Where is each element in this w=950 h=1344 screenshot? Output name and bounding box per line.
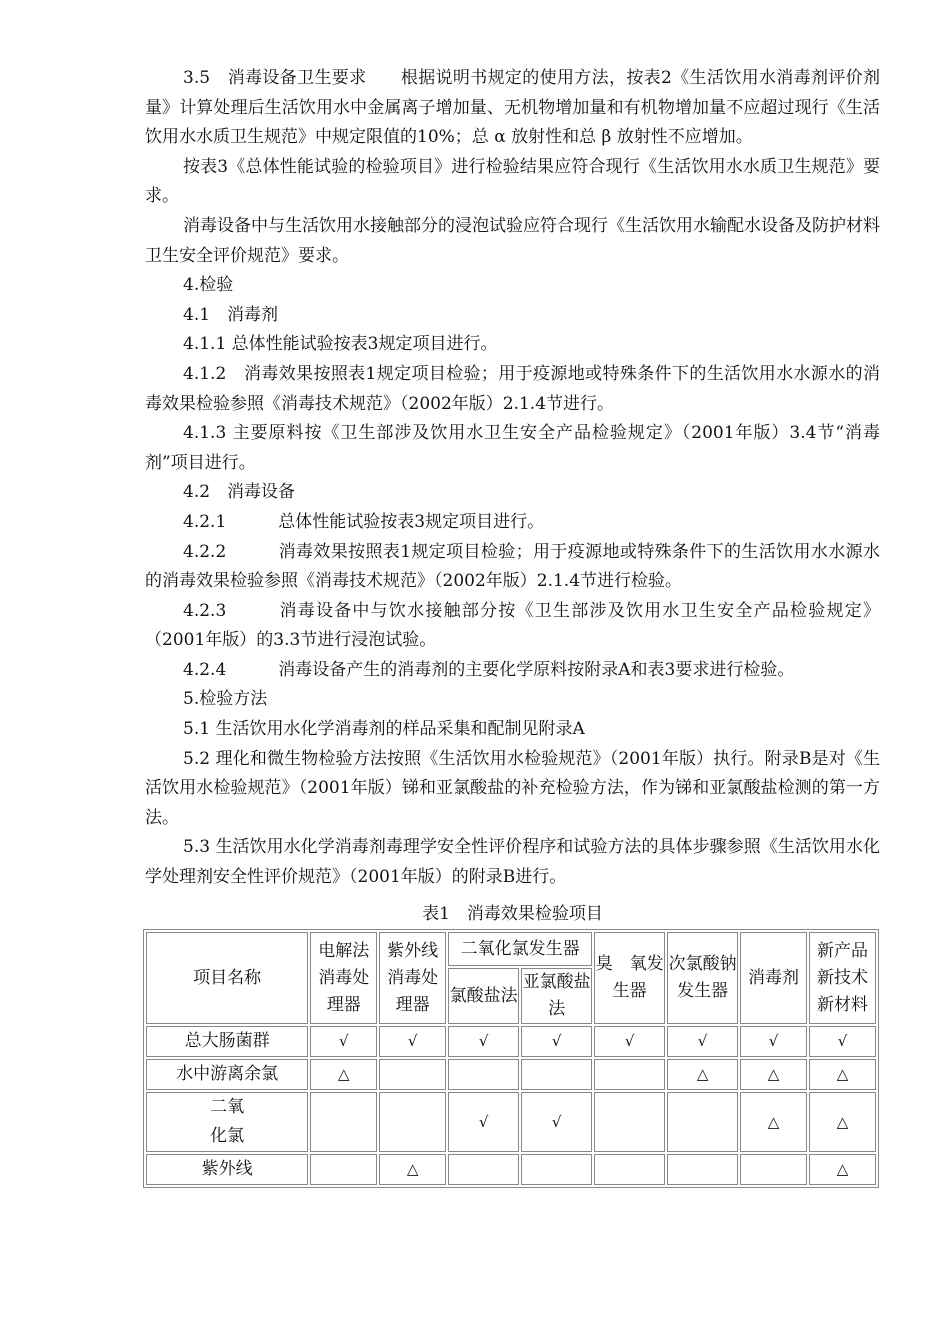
table-cell: △ (379, 1154, 446, 1185)
inspection-table (143, 929, 879, 1188)
table-cell: △ (740, 1059, 807, 1090)
row-label: 总大肠菌群 (146, 1026, 308, 1057)
table-cell (521, 1154, 592, 1185)
table-cell: △ (667, 1059, 738, 1090)
table-cell: △ (740, 1092, 807, 1152)
paragraph: 4.1.1 总体性能试验按表3规定项目进行。 (183, 334, 498, 355)
header-new-product: 新产品新技术新材料 (809, 932, 876, 1024)
table-cell: △ (809, 1092, 876, 1152)
table-cell: √ (448, 1026, 519, 1057)
header-electrolysis: 电解法消毒处理器 (310, 932, 377, 1024)
body-text (145, 64, 880, 893)
section-heading: 4.2 消毒设备 (183, 482, 296, 503)
paragraph: 4.2.2 消毒效果按照表1规定项目检验；用于疫源地或特殊条件下的生活饮用水水源水的消毒效果检验参照《消毒技术规范》（2002年版）2.1.4节进行检验。 (145, 541, 880, 592)
paragraph: 4.1.2 消毒效果按照表1规定项目检验；用于疫源地或特殊条件下的生活饮用水水源水的消毒效果检验参照《消毒技术规范》（2002年版）2.1.4节进行。 (145, 363, 880, 414)
paragraph: 5.3 生活饮用水化学消毒剂毒理学安全性评价程序和试验方法的具体步骤参照《生活饮用水化学处理剂安全性评价规范》（2001年版）的附录B进行。 (145, 837, 880, 888)
table-cell (379, 1059, 446, 1090)
row-label: 二氧化氯 (146, 1092, 308, 1152)
table-cell (448, 1059, 519, 1090)
paragraph: 按表3《总体性能试验的检验项目》进行检验结果应符合现行《生活饮用水水质卫生规范》要求。 (145, 156, 880, 207)
table-cell (740, 1154, 807, 1185)
header-chlorine-dioxide-generator: 二氧化氯发生器 (448, 932, 592, 966)
paragraph: 4.1.3 主要原料按《卫生部涉及饮用水卫生安全产品检验规定》（2001年版）3.4节“消毒剂”项目进行。 (145, 423, 880, 473)
header-item-name: 项目名称 (146, 932, 308, 1024)
table-cell: √ (521, 1092, 592, 1152)
paragraph: 5.2 理化和微生物检验方法按照《生活饮用水检验规范》（2001年版）执行。附录B是对《生活饮用水检验规范》（2001年版）锑和亚氯酸盐的补充检验方法，作为锑和亚氯酸盐检测的第一方法。 (145, 748, 880, 828)
table-cell: √ (310, 1026, 377, 1057)
header-uv: 紫外线消毒处理器 (379, 932, 446, 1024)
header-ozone: 臭 氧发生器 (594, 932, 665, 1024)
row-label: 紫外线 (146, 1154, 308, 1185)
table-cell: √ (594, 1026, 665, 1057)
header-hypochlorite: 次氯酸钠发生器 (667, 932, 738, 1024)
header-chlorate: 氯酸盐法 (448, 968, 519, 1024)
row-label: 水中游离余氯 (146, 1059, 308, 1090)
table-cell: √ (521, 1026, 592, 1057)
table-cell (310, 1154, 377, 1185)
table-cell (594, 1092, 665, 1152)
table-cell: △ (809, 1154, 876, 1185)
section-heading: 3.5 消毒设备卫生要求 (183, 68, 367, 88)
paragraph: 4.2.1 总体性能试验按表3规定项目进行。 (183, 511, 545, 532)
paragraph: 消毒设备中与生活饮用水接触部分的浸泡试验应符合现行《生活饮用水输配水设备及防护材料卫生安全评价规范》要求。 (145, 215, 880, 266)
section-heading: 4.检验 (183, 275, 234, 296)
table-cell: √ (740, 1026, 807, 1057)
table-cell: √ (809, 1026, 876, 1057)
table-row (146, 1154, 876, 1185)
header-chlorite: 亚氯酸盐法 (521, 968, 592, 1024)
table-cell (310, 1092, 377, 1152)
table-cell (448, 1154, 519, 1185)
paragraph: 5.1 生活饮用水化学消毒剂的样品采集和配制见附录A (183, 719, 585, 740)
table-cell: △ (809, 1059, 876, 1090)
paragraph: 3.5 消毒设备卫生要求 根据说明书规定的使用方法，按表2《生活饮用水消毒剂评价剂量》计算处理后生活饮用水中金属离子增加量、无机物增加量和有机物增加量不应超过现行《生活饮用水水质卫生规范》中规定限值的10%；总 α 放射性和总 β 放射性不应增加。 (145, 68, 880, 148)
table-row (146, 1059, 876, 1090)
table-cell (594, 1154, 665, 1185)
table-cell: √ (379, 1026, 446, 1057)
table-cell (667, 1154, 738, 1185)
paragraph: 4.2.3 消毒设备中与饮水接触部分按《卫生部涉及饮用水卫生安全产品检验规定》（2001年版）的3.3节进行浸泡试验。 (145, 600, 880, 651)
table-row (146, 1092, 876, 1152)
table-cell: △ (310, 1059, 377, 1090)
table-cell (521, 1059, 592, 1090)
table-cell (667, 1092, 738, 1152)
header-disinfectant: 消毒剂 (740, 932, 807, 1024)
table-cell (594, 1059, 665, 1090)
section-heading: 4.1 消毒剂 (183, 304, 279, 325)
table-cell (379, 1092, 446, 1152)
section-heading: 5.检验方法 (183, 689, 268, 710)
table-caption: 表1 消毒效果检验项目 (422, 904, 603, 924)
table-cell: √ (448, 1092, 519, 1152)
table-cell: √ (667, 1026, 738, 1057)
table-row (146, 1026, 876, 1057)
paragraph: 4.2.4 消毒设备产生的消毒剂的主要化学原料按附录A和表3要求进行检验。 (183, 659, 795, 680)
